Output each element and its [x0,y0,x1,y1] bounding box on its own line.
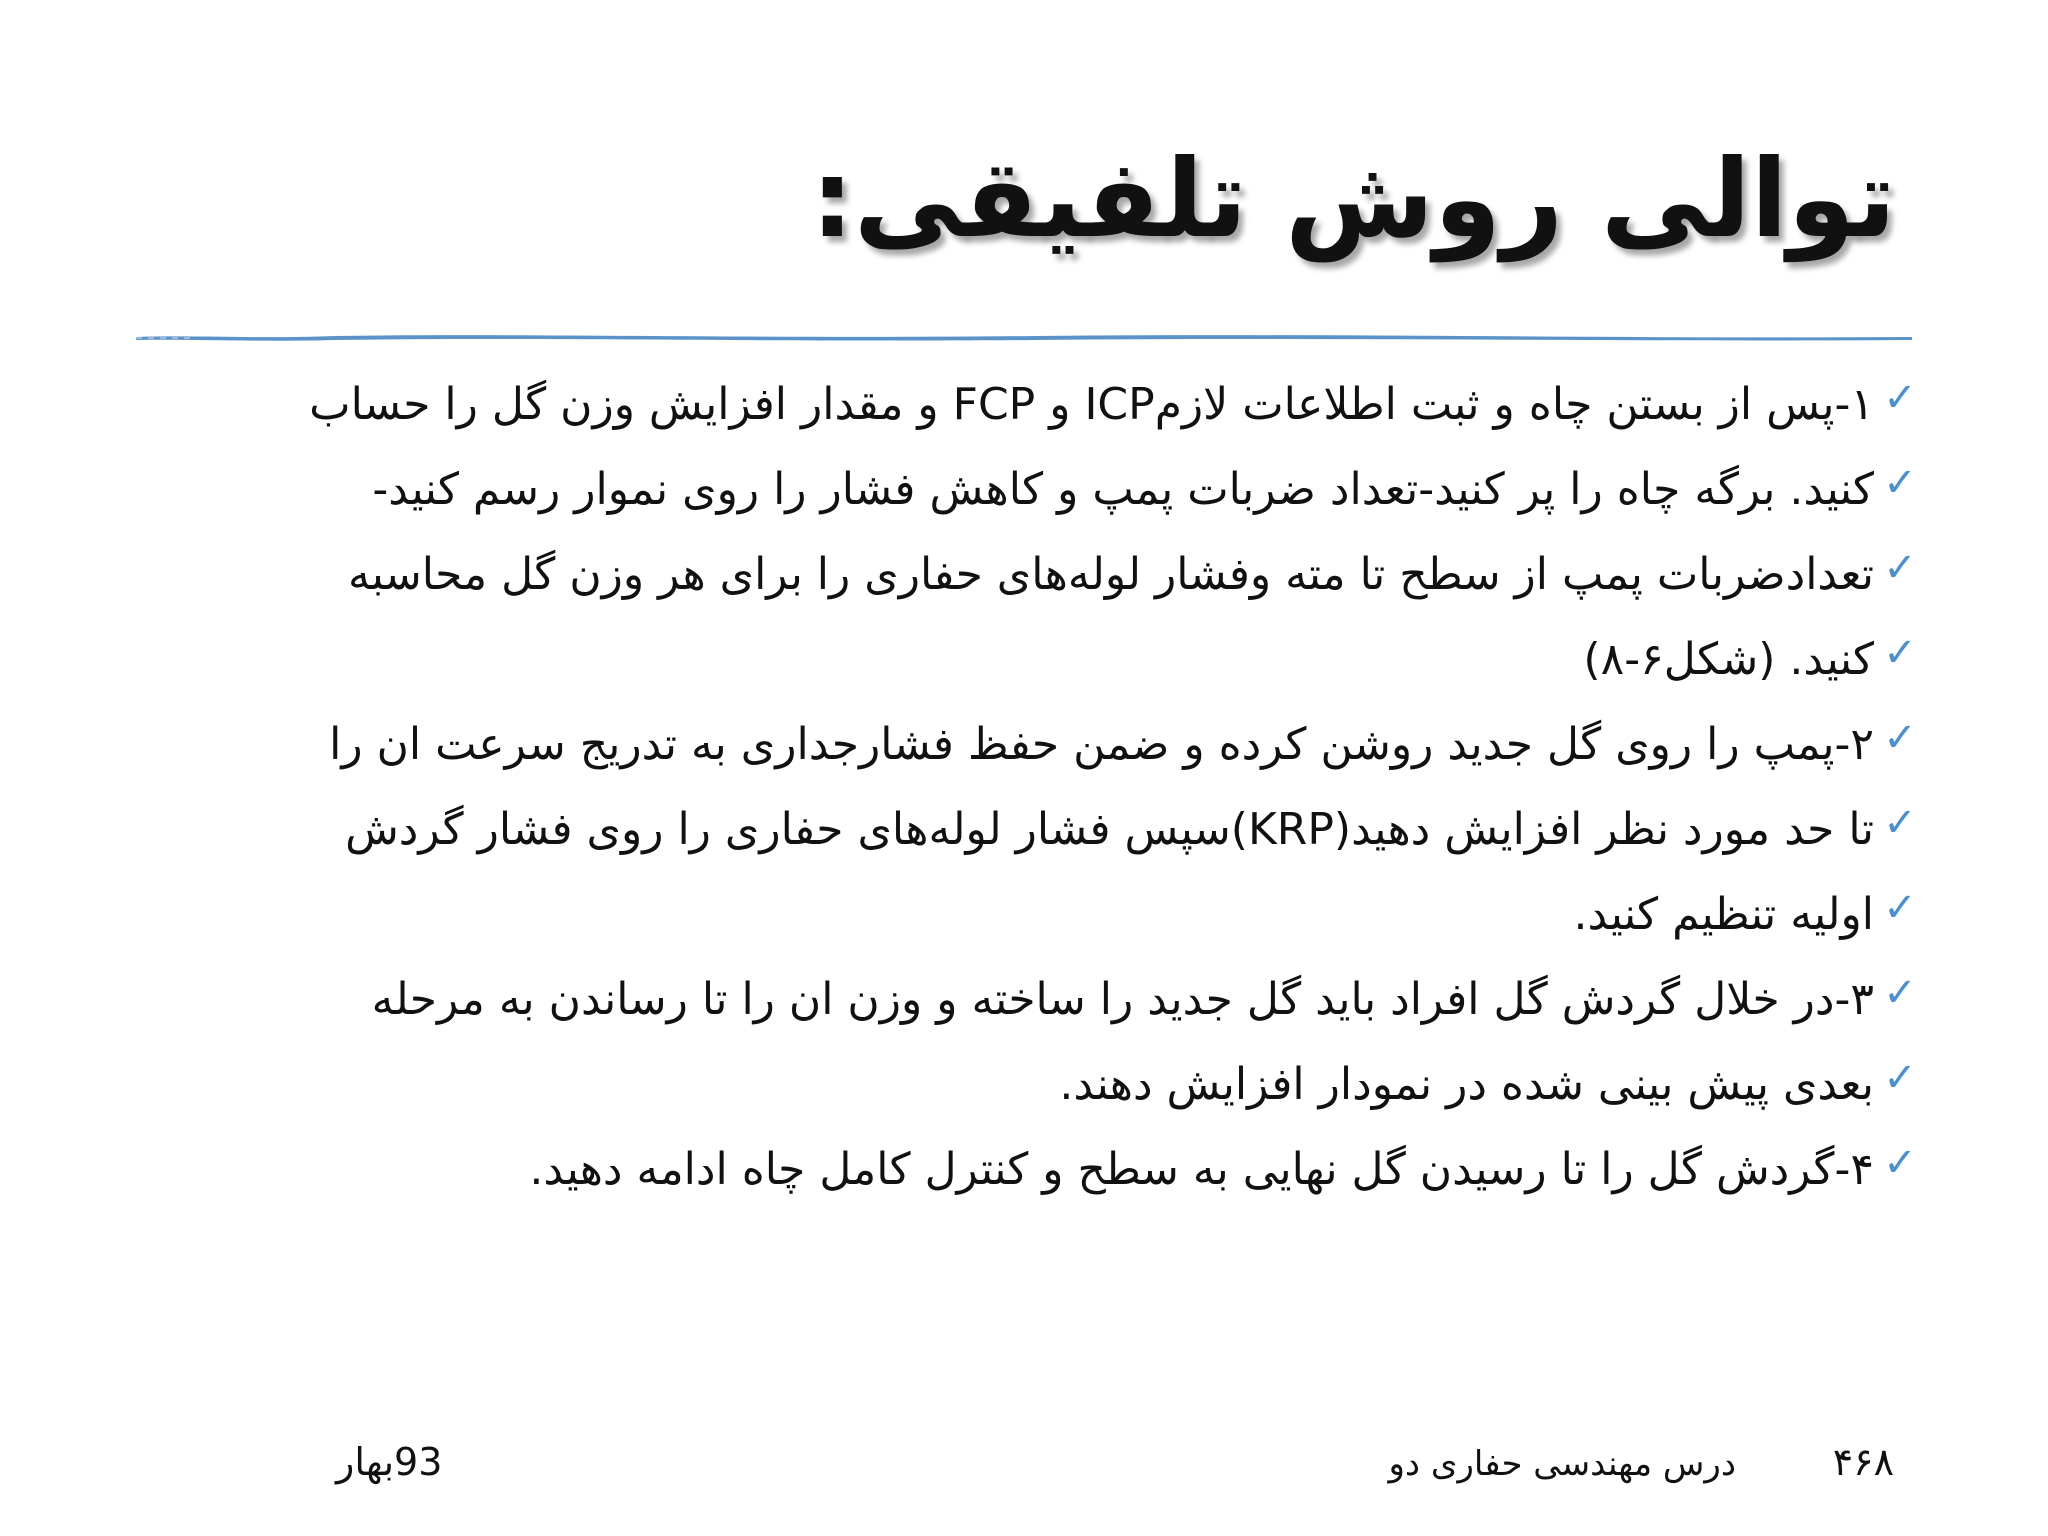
title-underline [136,330,1912,344]
bullet-line [160,532,1920,617]
bullet-line [160,702,1920,787]
check-mark-icon: ✓ [1883,800,1917,846]
bullet-text: بعدی پیش بینی شده در نمودار افزایش دهند. [1059,1059,1874,1110]
check-mark-icon: ✓ [1883,545,1917,591]
bullet-text: ۲-پمپ را روی گل جدید روشن کرده و ضمن حفظ فشارجداری به تدریج سرعت ان را [329,719,1874,770]
bullet-line [160,787,1920,872]
check-mark-icon: ✓ [1883,460,1917,506]
bullet-line [160,872,1920,957]
bullet-text: ۴-گردش گل را تا رسیدن گل نهایی به سطح و کنترل کامل چاه ادامه دهید. [529,1144,1874,1195]
bullet-text: اولیه تنظیم کنید. [1573,889,1874,940]
footer-course-name: درس مهندسی حفاری دو [1388,1444,1736,1484]
slide-title: توالی روش تلفیقی: [810,137,1896,262]
bullet-line [160,1042,1920,1127]
check-mark-icon: ✓ [1883,1055,1917,1101]
bullet-line [160,617,1920,702]
check-mark-icon: ✓ [1883,1140,1917,1186]
bullet-text: کنید. (شکل۶-۸) [1583,634,1874,685]
check-mark-icon: ✓ [1883,885,1917,931]
bullet-text: ۳-در خلال گردش گل افراد باید گل جدید را ساخته و وزن ان را تا رساندن به مرحله [371,974,1874,1025]
bullet-line [160,362,1920,447]
check-mark-icon: ✓ [1883,970,1917,1016]
bullet-line [160,957,1920,1042]
bullet-text: کنید. برگه چاه را پر کنید-تعداد ضربات پمپ و کاهش فشار را روی نموار رسم کنید- [372,464,1874,515]
bullet-text: تعدادضربات پمپ از سطح تا مته وفشار لوله‌های حفاری را برای هر وزن گل محاسبه [348,549,1874,600]
check-mark-icon: ✓ [1883,630,1917,676]
bullet-list [160,362,1920,1212]
bullet-line [160,447,1920,532]
bullet-text: ۱-پس از بستن چاه و ثبت اطلاعات لازمICP و FCP و مقدار افزایش وزن گل را حساب [309,379,1874,430]
check-mark-icon: ✓ [1883,375,1917,421]
footer-page-number: ۴۶۸ [1832,1440,1894,1484]
check-mark-icon: ✓ [1883,715,1917,761]
bullet-line [160,1127,1920,1212]
footer-season: 93بهار [336,1440,443,1484]
bullet-text: تا حد مورد نظر افزایش دهید(KRP)سپس فشار لوله‌های حفاری را روی فشار گردش [345,804,1874,855]
